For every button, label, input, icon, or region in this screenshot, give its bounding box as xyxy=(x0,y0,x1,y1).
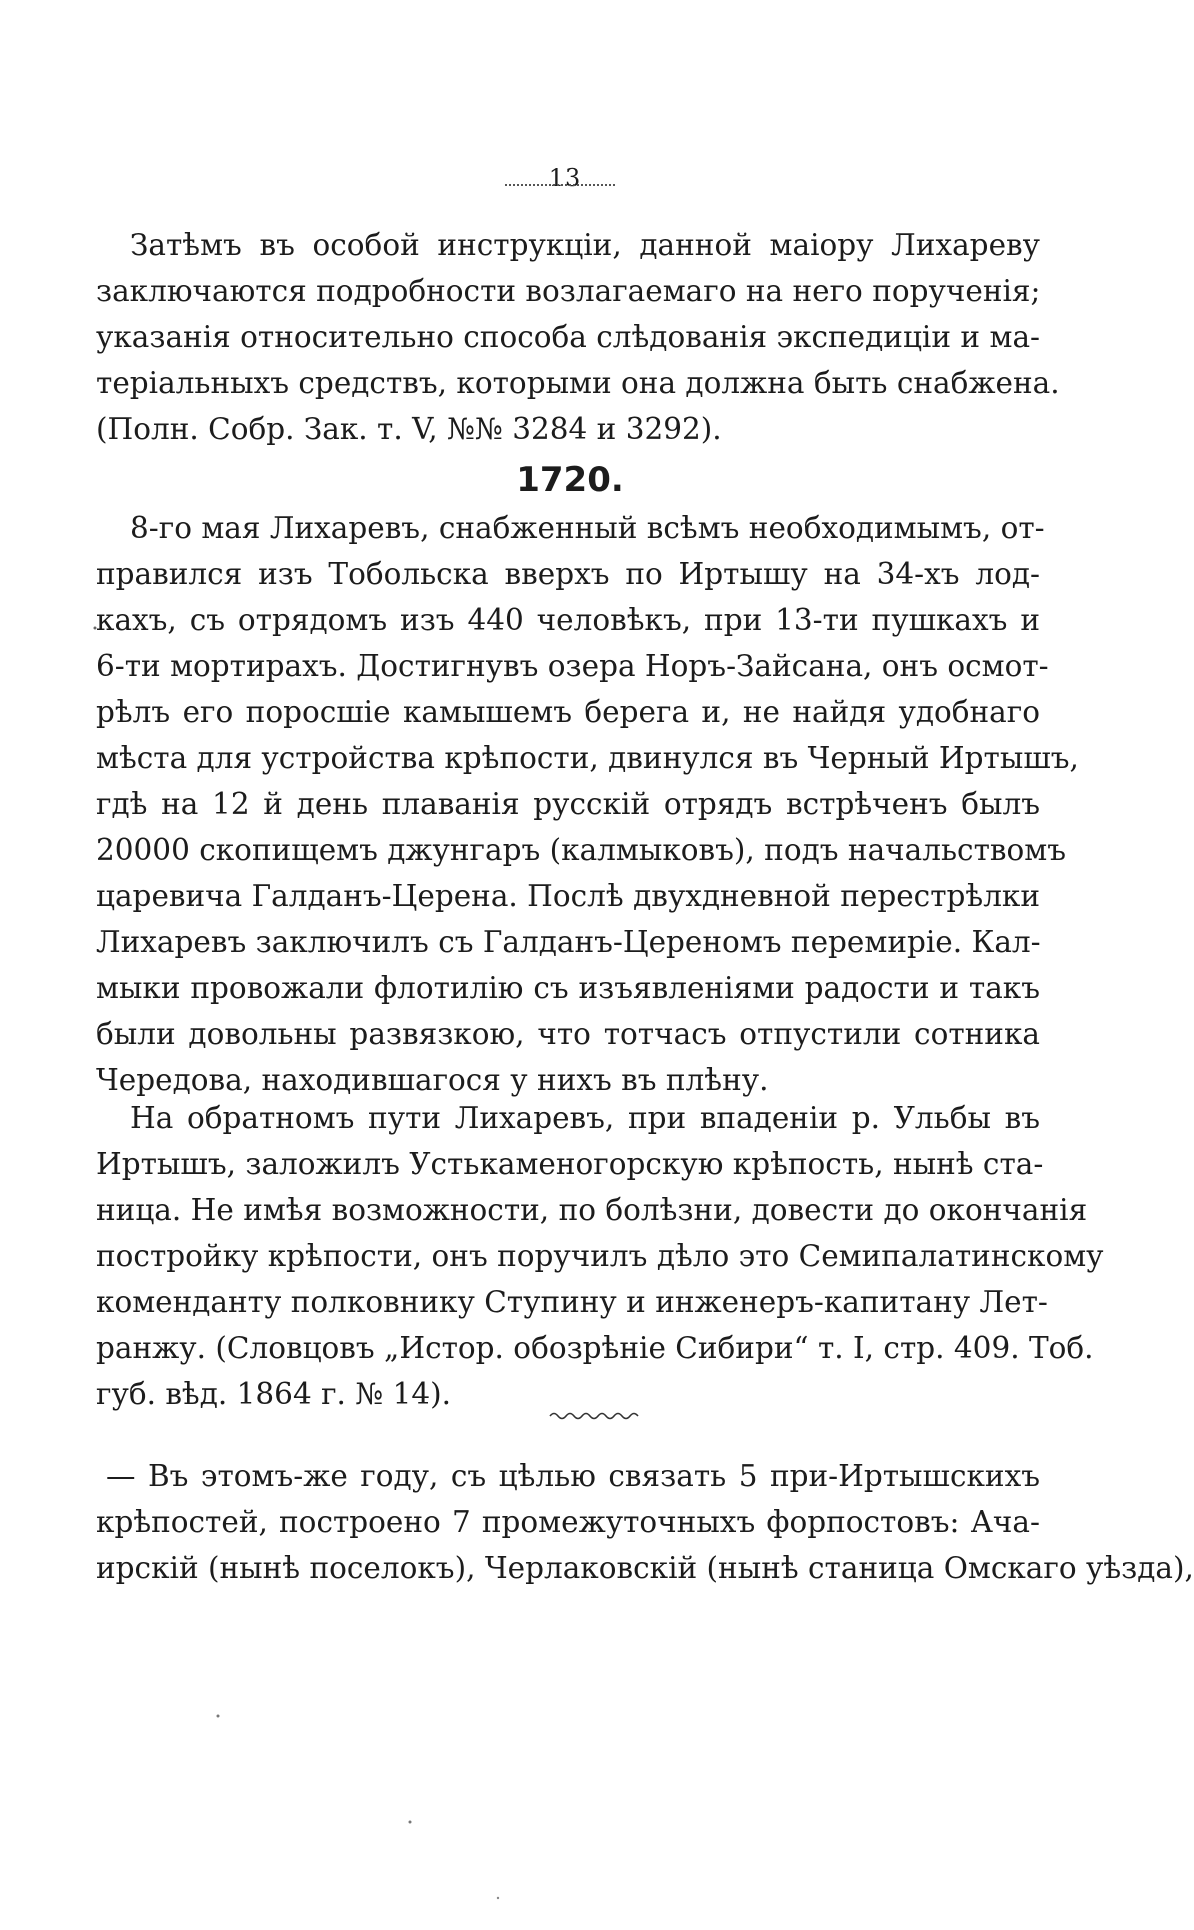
page-number-underline xyxy=(505,184,615,186)
text-line: На обратномъ пути Лихаревъ, при впаденіи р. Ульбы въ xyxy=(130,1101,1040,1135)
text-line: губ. вѣд. 1864 г. № 14). xyxy=(96,1377,452,1411)
text-line: мѣста для устройства крѣпости, двинулся въ Черный Иртышъ, xyxy=(96,741,1079,775)
text-line: указанія относительно способа слѣдованія экспедиціи и ма- xyxy=(96,320,1040,354)
text-line: ранжу. (Словцовъ „Истор. обозрѣніе Сибири“ т. I, стр. 409. Тоб. xyxy=(96,1331,1094,1365)
text-line: Лихаревъ заключилъ съ Галданъ-Цереномъ перемиріе. Кал- xyxy=(96,925,1041,959)
text-line: Чередова, находившагося у нихъ въ плѣну. xyxy=(96,1063,769,1097)
text-line: ирскій (нынѣ поселокъ), Черлаковскій (нынѣ станица Омскаго уѣзда), xyxy=(96,1551,1194,1585)
year-heading: 1720. xyxy=(516,460,624,500)
text-line: Затѣмъ въ особой инструкціи, данной маіору Лихареву xyxy=(130,228,1040,262)
text-line: правился изъ Тобольска вверхъ по Иртышу на 34-хъ лод- xyxy=(96,557,1040,591)
text-line: постройку крѣпости, онъ поручилъ дѣло это Семипалатинскому xyxy=(96,1239,1104,1273)
wavy-separator xyxy=(548,1408,640,1424)
paragraph-expedition xyxy=(96,505,1079,1103)
paragraph-return xyxy=(96,1095,1104,1417)
text-line: гдѣ на 12 й день плаванія русскій отрядъ встрѣченъ былъ xyxy=(96,787,1040,821)
text-line: крѣпостей, построено 7 промежуточныхъ форпостовъ: Ача- xyxy=(96,1505,1040,1539)
text-line: были довольны развязкою, что тотчасъ отпустили сотника xyxy=(96,1017,1040,1051)
page-number: 13 xyxy=(548,164,582,192)
text-line: Иртышъ, заложилъ Устькаменогорскую крѣпость, нынѣ ста- xyxy=(96,1147,1044,1181)
text-line: ница. Не имѣя возможности, по болѣзни, довести до окончанія xyxy=(96,1193,1088,1227)
text-line: царевича Галданъ-Церена. Послѣ двухдневной перестрѣлки xyxy=(96,879,1041,913)
text-line: — Въ этомъ-же году, съ цѣлью связать 5 при-Иртышскихъ xyxy=(106,1459,1040,1493)
paragraph-instruction xyxy=(96,222,1060,452)
text-line: (Полн. Собр. Зак. т. V, №№ 3284 и 3292). xyxy=(96,412,722,446)
text-line: кахъ, съ отрядомъ изъ 440 человѣкъ, при 13-ти пушкахъ и xyxy=(96,603,1040,637)
paragraph-forposts xyxy=(96,1453,1194,1591)
text-line: теріальныхъ средствъ, которыми она должна быть снабжена. xyxy=(96,366,1060,400)
text-line: мыки провожали флотилію съ изъявленіями радости и такъ xyxy=(96,971,1040,1005)
text-line: рѣлъ его поросшіе камышемъ берега и, не найдя удобнаго xyxy=(96,695,1040,729)
text-line: 6-ти мортирахъ. Достигнувъ озера Норъ-Зайсана, онъ осмот- xyxy=(96,649,1049,683)
text-line: коменданту полковнику Ступину и инженеръ-капитану Лет- xyxy=(96,1285,1048,1319)
text-line: заключаются подробности возлагаемаго на него порученія; xyxy=(96,274,1041,308)
text-line: 8-го мая Лихаревъ, снабженный всѣмъ необходимымъ, от- xyxy=(130,511,1045,545)
text-line: 20000 скопищемъ джунгаръ (калмыковъ), подъ начальствомъ xyxy=(96,833,1066,867)
